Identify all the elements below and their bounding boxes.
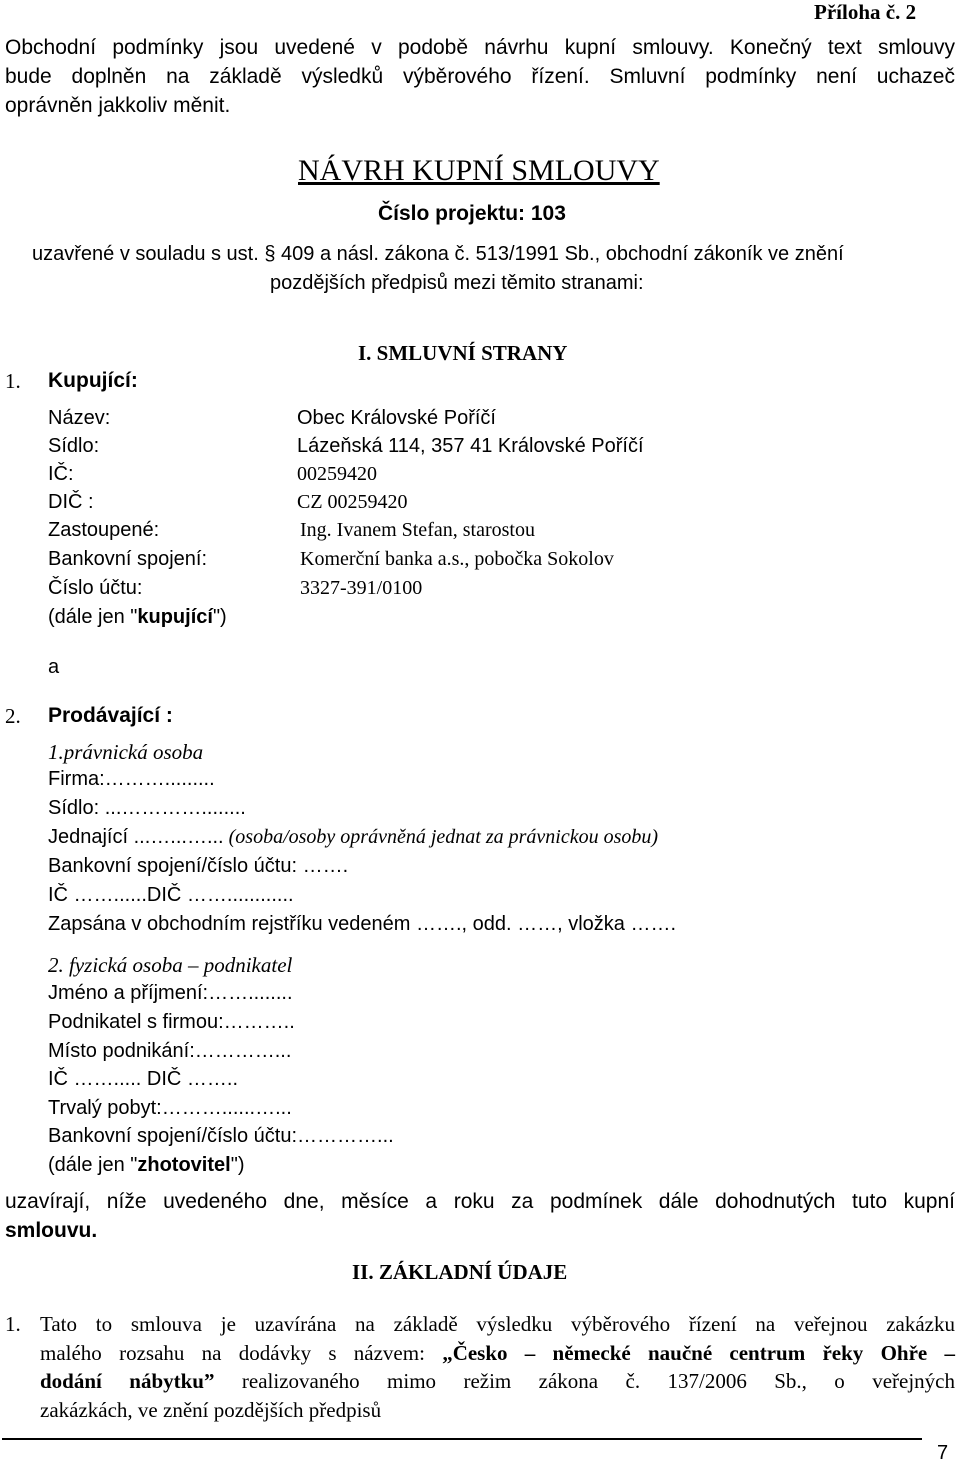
buyer-label: Kupující:: [48, 369, 138, 392]
jednajici-note: (osoba/osoby oprávněná jednat za právnickou osobu): [228, 826, 659, 848]
buyer-alias: [48, 606, 227, 629]
intro-line-1: Obchodní podmínky jsou uvedené v podobě návrhu kupní smlouvy. Konečný text smlouvy: [5, 36, 955, 59]
section-1-heading: I. SMLUVNÍ STRANY: [358, 341, 568, 365]
legal-person-register: Zapsána v obchodním rejstříku vedeném ……., odd. ……, vložka …….: [48, 913, 677, 935]
natural-person-heading: 2. fyzická osoba – podnikatel: [48, 953, 293, 977]
contract-law-text: realizovaného mimo režim zákona č. 137/2006 Sb., o veřejných: [241, 1369, 955, 1393]
law-line-1: uzavřené v souladu s ust. § 409 a násl. zákona č. 513/1991 Sb., obchodní zákoník ve znění: [32, 243, 844, 265]
legal-person-firma: Firma:……….........: [48, 768, 215, 790]
natural-person-name: Jméno a příjmení:……........: [48, 982, 293, 1004]
project-number: Číslo projektu: 103: [378, 202, 566, 225]
buyer-alias-prefix: (dále jen ": [48, 606, 138, 628]
page-number: 7: [937, 1442, 949, 1464]
natural-person-ic-dic: IČ ……..... DIČ ……..: [48, 1068, 239, 1090]
contract-name-prefix: malého rozsahu na dodávky s názvem:: [40, 1341, 425, 1365]
legal-person-sidlo: Sídlo: ...…………........: [48, 797, 246, 819]
field-value-nazev: Obec Královské Poříčí: [297, 407, 496, 429]
contract-name-bold-1: „Česko – německé naučné centrum řeky Ohře –: [442, 1341, 955, 1365]
field-label-bank: Bankovní spojení:: [48, 548, 207, 570]
natural-person-firm: Podnikatel s firmou:………..: [48, 1011, 295, 1033]
field-label-zastoupene: Zastoupené:: [48, 519, 160, 541]
field-value-zastoupene: Ing. Ivanem Stefan, starostou: [300, 519, 535, 541]
field-value-ic: 00259420: [297, 463, 377, 485]
seller-alias-prefix: (dále jen ": [48, 1154, 138, 1176]
section-2-line-1: Tato to smlouva je uzavírána na základě výsledku výběrového řízení na veřejnou zakázku: [40, 1312, 955, 1336]
field-label-nazev: Název:: [48, 407, 111, 429]
field-label-sidlo: Sídlo:: [48, 435, 100, 457]
seller-alias-term: zhotovitel: [137, 1154, 231, 1176]
footer-rule: [2, 1438, 922, 1440]
section-2-heading: II. ZÁKLADNÍ ÚDAJE: [352, 1260, 568, 1284]
jednajici-label: Jednající ...…...…...: [48, 826, 224, 848]
buyer-number: 1.: [5, 369, 21, 393]
field-value-dic: CZ 00259420: [297, 491, 408, 513]
field-value-sidlo: Lázeňská 114, 357 41 Královské Poříčí: [297, 435, 644, 457]
legal-person-heading: 1.právnická osoba: [48, 740, 204, 764]
field-label-ic: IČ:: [48, 463, 74, 485]
section-2-line-2: [40, 1341, 955, 1366]
buyer-alias-term: kupující: [137, 606, 213, 628]
field-label-account: Číslo účtu:: [48, 577, 143, 599]
legal-person-jednajici: [48, 826, 658, 849]
closing-line-1: uzavírají, níže uvedeného dne, měsíce a roku za podmínek dále dohodnutých tuto kupní: [5, 1190, 955, 1213]
intro-line-2: bude doplněn na základě výsledků výběrového řízení. Smluvní podmínky není uchazeč: [5, 65, 955, 88]
natural-person-place: Místo podnikání:…………...: [48, 1040, 292, 1062]
seller-alias: [48, 1154, 244, 1177]
legal-person-bank: Bankovní spojení/číslo účtu: …….: [48, 855, 349, 877]
section-2-line-3: [40, 1369, 955, 1394]
conjunction: a: [48, 656, 60, 678]
natural-person-bank: Bankovní spojení/číslo účtu:…………...: [48, 1125, 394, 1147]
natural-person-residence: Trvalý pobyt:………......…...: [48, 1097, 292, 1119]
field-value-bank: Komerční banka a.s., pobočka Sokolov: [300, 548, 614, 570]
intro-line-3: oprávněn jakkoliv měnit.: [5, 94, 231, 117]
law-line-2: pozdějších předpisů mezi těmito stranami:: [270, 272, 644, 294]
closing-line-2: smlouvu.: [5, 1219, 98, 1242]
field-value-account: 3327-391/0100: [300, 577, 423, 599]
contract-name-bold-2: dodání nábytku”: [40, 1369, 215, 1393]
buyer-alias-suffix: "): [212, 606, 227, 628]
seller-alias-suffix: "): [230, 1154, 245, 1176]
attachment-label: Příloha č. 2: [814, 0, 917, 24]
section-2-line-4: zakázkách, ve znění pozdějších předpisů: [40, 1398, 382, 1422]
legal-person-ic-dic: IČ ……......DIČ ……............: [48, 884, 294, 906]
seller-number: 2.: [5, 704, 21, 728]
section-2-item-number: 1.: [5, 1312, 21, 1336]
contract-title: NÁVRH KUPNÍ SMLOUVY: [298, 154, 660, 187]
field-label-dic: DIČ :: [48, 491, 94, 513]
seller-label: Prodávající :: [48, 704, 173, 727]
